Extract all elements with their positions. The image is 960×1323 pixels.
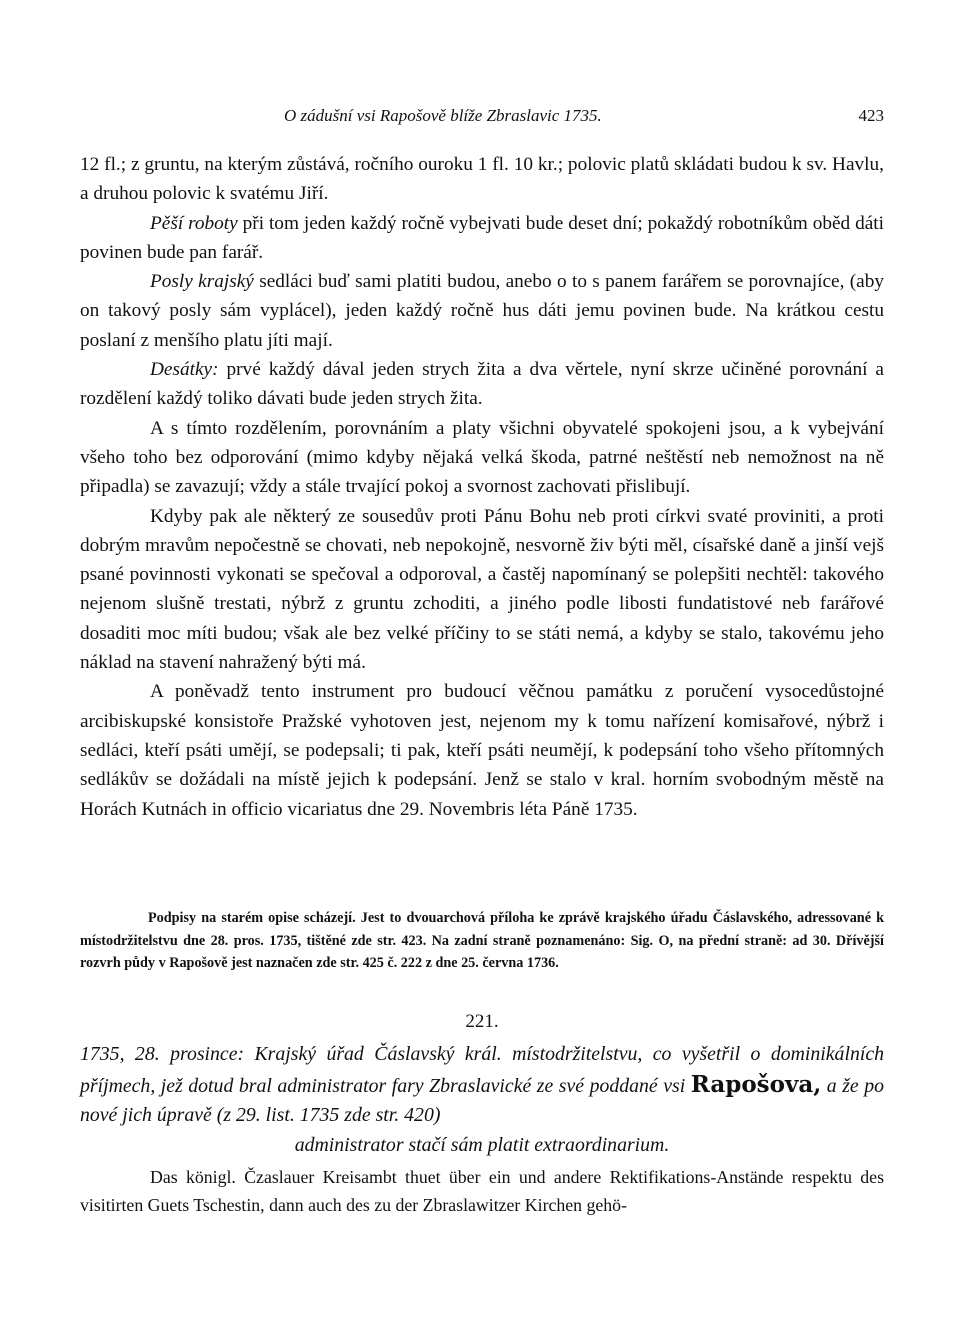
paragraph-3 <box>80 267 884 355</box>
regest-part-b: a že po nové jich úpravě (z 29. list. 1735 zde str. 420) <box>80 1074 884 1126</box>
paragraph-5: A s tímto rozdělením, porovnáním a platy všichni obyvatelé spokojeni jsou, a k vybejvání všeho toho bez odporování (mimo kdyby nějaká velká škoda, patrné neštěstí neb nemožnost na ně připadla) se zavazují; vždy a stále trvající pokoj a svornost zachovati přislibují. <box>80 417 884 498</box>
paragraph-4-term: Desátky: <box>150 359 219 381</box>
paragraph-2-term: Pěší roboty <box>150 212 238 234</box>
paragraph-6: Kdyby pak ale některý ze sousedův proti Pánu Bohu neb proti církvi svaté proviniti, a proti dobrým mravům nepočestně se chovati, neb nepokojně, nesvorně živ býti měl, císařské daně a jinší vejš psané povinnosti vykonati se spečoval a odporoval, a častěj napomínaný se polepšiti nechtěl: takového nejenom slušně trestati, nýbrž z gruntu zchoditi, a jiného podle libosti fundatistové neb farářové dosaditi moc míti budou; však ale bez velké příčiny to se státi nemá, a kdyby se stalo, takovému jeho náklad na stavení nahražený býti má. <box>80 505 884 674</box>
paragraph-1: 12 fl.; z gruntu, na kterým zůstává, ročního ouroku 1 fl. 10 kr.; polovic platů skládati budou k sv. Havlu, a druhou polovic k svatému Jiří. <box>80 154 884 205</box>
regest-part-a: 1735, 28. prosince: Krajský úřad Čáslavský král. místodržitelstvu, co vyšetřil o dominikálních příjmech, jež dotud bral administrator fary Zbraslavické ze své poddané vsi <box>80 1043 884 1097</box>
regest-place-name: Rapošova, <box>690 1070 822 1098</box>
regest-last-line: administrator stačí sám platit extraordinarium. <box>294 1133 670 1156</box>
regest-text <box>80 1040 884 1131</box>
paragraph-2-text: při tom jeden každý ročně vybejvati bude deset dní; pokaždý robotníkům oběd dáti povinen bude pan farář. <box>80 212 884 263</box>
german-paragraph: Das königl. Čzaslauer Kreisambt thuet über ein und andere Rektifikations-Anstände respektu des visitirten Guets Tschestin, dann auch des zu der Zbraslawitzer Kirchen gehö- <box>80 1167 884 1215</box>
running-header <box>80 106 884 130</box>
running-title: O zádušní vsi Rapošově blíže Zbraslavic 1735. <box>284 106 602 125</box>
paragraph-4-text: prvé každý dával jeden strych žita a dva věrtele, nyní skrze učiněné porovnání a rozdělení každý toliko dávati bude jeden strych žita. <box>80 359 884 410</box>
main-text <box>80 150 884 824</box>
paragraph-4 <box>80 355 884 414</box>
paragraph-2 <box>80 209 884 268</box>
document-regest <box>80 1040 884 1160</box>
paragraph-3-term: Posly krajský <box>150 271 254 293</box>
paragraph-7: A poněvadž tento instrument pro budoucí věčnou památku z poručení vysocedůstojné arcibiskupské konsistoře Pražské vyhotoven jest, nejenom my k tomu nařízení komisařové, nýbrž i sedláci, kteří psáti umějí, se podepsali; ti pak, kteří psáti neumějí, k podepsání toho všeho přítomných sedlákův se dožádali na místě jejich k podepsání. Jenž se stalo v kral. horním svobodným městě na Horách Kutnách in officio vicariatus dne 29. Novembris léta Páně 1735. <box>80 681 884 820</box>
document-number: 221. <box>465 1011 499 1032</box>
editorial-note <box>80 907 884 975</box>
german-text <box>80 1163 884 1219</box>
paragraph-3-text: sedláci buď sami platiti budou, anebo o to s panem farářem se porovnajíce, (aby on takový posly sám vyplácel), jeden každý ročně hus dáti jemu povinen bude. Na krátkou cestu poslaní z menšího platu jíti mají. <box>80 271 884 351</box>
editorial-note-text: Podpisy na starém opise scházejí. Jest to dvouarchová příloha ke zprávě krajského úřadu Čáslavského, adressované k místodržitelstvu dne 28. pros. 1735, tištěné zde str. 423. Na zadní straně poznamenáno: Sig. O, na přední straně: ad 30. Dřívější rozvrh půdy v Rapošově jest naznačen zde str. 425 č. 222 z dne 25. června 1736. <box>80 910 884 971</box>
page-number: 423 <box>858 106 884 125</box>
